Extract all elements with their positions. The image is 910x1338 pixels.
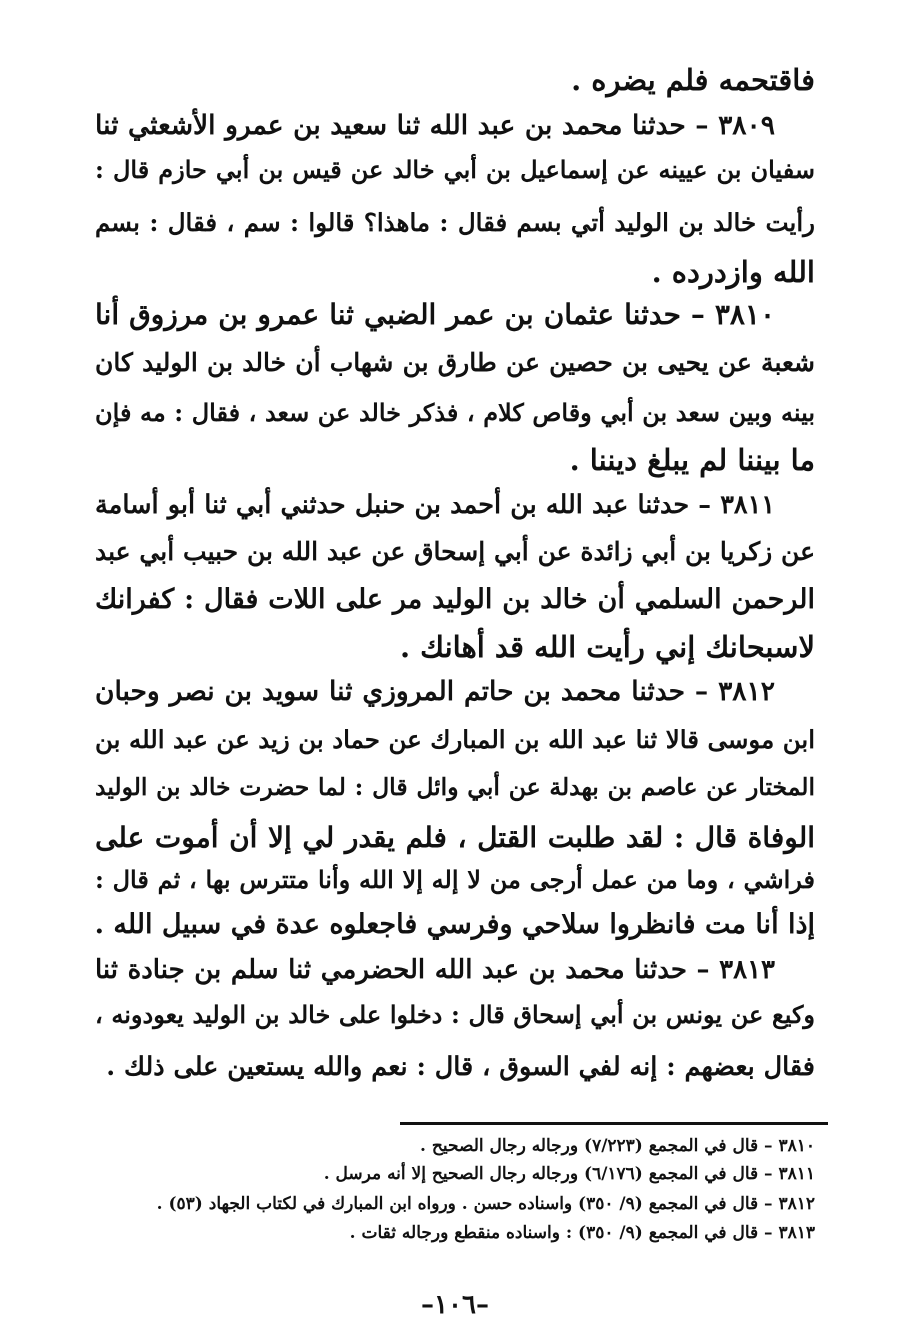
footnote-3813: ٣٨١٣ – قال في المجمع (٩/ ٣٥٠) : واسناده منقطع ورجاله ثقات . [349, 1223, 815, 1243]
hadith-3809-heading: ٣٨٠٩ – حدثنا محمد بن عبد الله ثنا سعيد بن عمرو الأشعثي ثنا [95, 110, 775, 141]
footnote-3812: ٣٨١٢ – قال في المجمع (٩/ ٣٥٠) واسناده حسن . ورواه ابن المبارك في لكتاب الجهاد (٥٣) . [156, 1194, 815, 1214]
footnote-divider [400, 1122, 828, 1125]
hadith-3810-heading: ٣٨١٠ – حدثنا عثمان بن عمر الضبي ثنا عمرو بن مرزوق أنا [95, 298, 775, 331]
text-line: الوفاة قال : لقد طلبت القتل ، فلم يقدر لي إلا أن أموت على [95, 821, 816, 854]
hadith-3811-heading: ٣٨١١ – حدثنا عبد الله بن أحمد بن حنبل حدثني أبي ثنا أبو أسامة [95, 490, 775, 520]
text-line: الرحمن السلمي أن خالد بن الوليد مر على اللات فقال : كفرانك [95, 584, 815, 615]
text-line: فقال بعضهم : إنه لفي السوق ، قال : نعم والله يستعين على ذلك . [106, 1052, 815, 1082]
text-line: لاسبحانك إني رأيت الله قد أهانك . [399, 630, 815, 664]
text-line: شعبة عن يحيى بن حصين عن طارق بن شهاب أن خالد بن الوليد كان [95, 348, 815, 377]
text-line: سفيان بن عيينه عن إسماعيل بن أبي خالد عن قيس بن أبي حازم قال : [95, 155, 815, 184]
text-line: بينه وبين سعد بن أبي وقاص كلام ، فذكر خالد عن سعد ، فقال : مه فإن [95, 398, 815, 427]
text-line: وكيع عن يونس بن أبي إسحاق قال : دخلوا على خالد بن الوليد يعودونه ، [95, 1000, 815, 1029]
page-number: –١٠٦– [421, 1290, 489, 1320]
text-line: المختار عن عاصم بن بهدلة عن أبي وائل قال : لما حضرت خالد بن الوليد [95, 773, 815, 801]
footnote-3811: ٣٨١١ – قال في المجمع (٦/١٧٦) ورجاله رجال الصحيح إلا أنه مرسل . [323, 1164, 815, 1184]
text-line: ما بيننا لم يبلغ ديننا . [569, 443, 815, 477]
hadith-3812-heading: ٣٨١٢ – حدثنا محمد بن حاتم المروزي ثنا سويد بن نصر وحبان [95, 676, 775, 707]
text-line: فاقتحمه فلم يضره . [571, 63, 815, 97]
text-line: ابن موسى قالا ثنا عبد الله بن المبارك عن حماد بن زيد عن عبد الله بن [94, 725, 815, 754]
text-line: عن زكريا بن أبي زائدة عن أبي إسحاق عن عبد الله بن حبيب أبي عبد [95, 537, 815, 566]
footnote-3810: ٣٨١٠ – قال في المجمع (٧/٢٢٣) ورجاله رجال الصحيح . [420, 1136, 815, 1156]
text-line: الله وازدرده . [651, 255, 815, 289]
text-line: فراشي ، وما من عمل أرجى من لا إله إلا الله وأنا متترس بها ، ثم قال : [95, 865, 816, 894]
hadith-3813-heading: ٣٨١٣ – حدثنا محمد بن عبد الله الحضرمي ثنا سلم بن جنادة ثنا [95, 955, 775, 985]
text-line: إذا أنا مت فانظروا سلاحي وفرسي فاجعلوه عدة في سبيل الله . [94, 909, 815, 940]
text-line: رأيت خالد بن الوليد أتي بسم فقال : ماهذا؟ قالوا : سم ، فقال : بسم [95, 208, 815, 237]
